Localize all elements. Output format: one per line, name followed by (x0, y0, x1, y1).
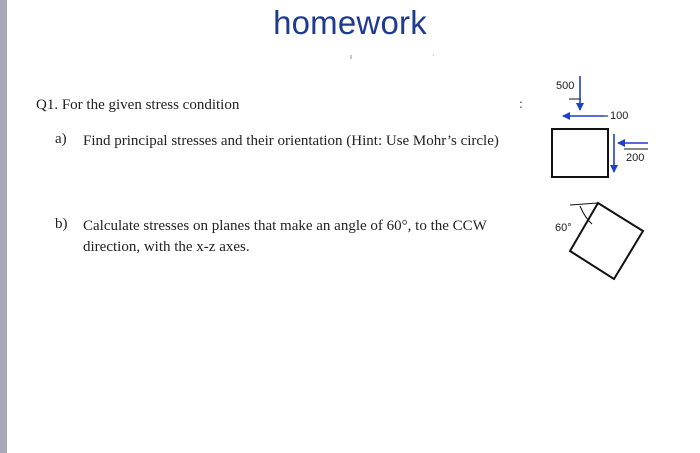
item-text: Find principal stresses and their orientation (Hint: Use Mohr’s circle) (83, 133, 499, 149)
rotation-angle-label: 60° (555, 222, 572, 234)
stress-element-square (552, 129, 608, 177)
question-text: For the given stress condition (61, 97, 240, 113)
shear-stress-label: 100 (610, 110, 629, 122)
item-letter: b) (55, 216, 68, 232)
item-text-line: direction, with the x-z axes. (83, 239, 250, 255)
colon-mark: : (519, 97, 523, 112)
horizontal-stress-arrow (618, 143, 648, 149)
vertical-stress-label: 500 (556, 80, 575, 92)
page-title: homework (273, 4, 427, 41)
reference-line (570, 203, 598, 205)
horizontal-stress-label: 200 (626, 152, 645, 164)
item-letter: a) (55, 131, 67, 147)
item-text-line: Calculate stresses on planes that make an angle of 60°, to the CCW (83, 218, 487, 234)
rotated-element-square (570, 203, 643, 279)
stray-mark: · (432, 52, 435, 59)
stray-mark: ı (350, 54, 352, 61)
question-label: Q1. (36, 97, 59, 113)
